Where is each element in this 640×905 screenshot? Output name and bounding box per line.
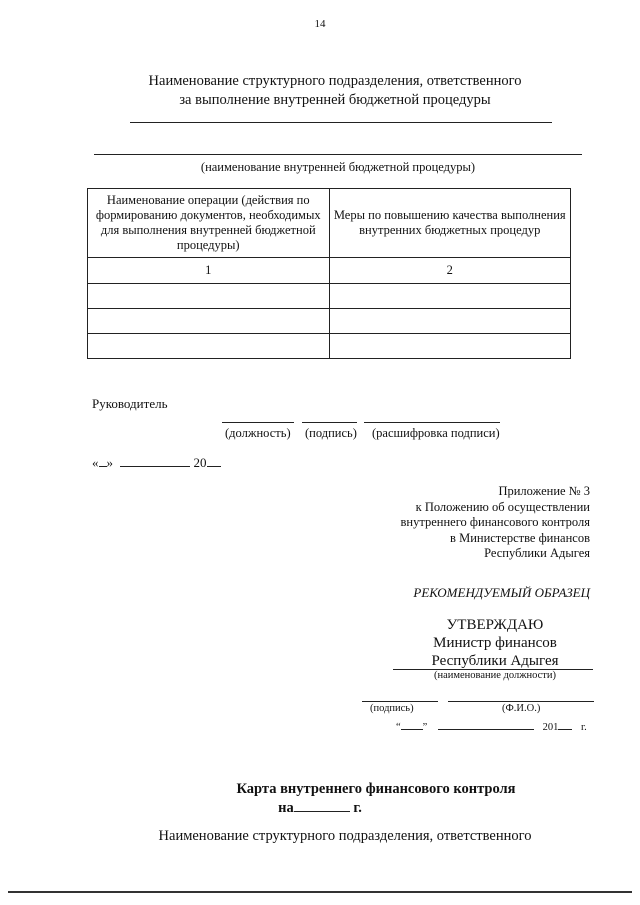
approval-block [390, 616, 600, 670]
approve-word: УТВЕРЖДАЮ [446, 617, 544, 633]
map-date-suffix: г. [353, 800, 362, 816]
map-date-blank [294, 811, 350, 812]
position-caption: (должность) [225, 426, 291, 440]
approval-year-prefix: 201 [542, 722, 559, 733]
table-number-row [88, 258, 571, 284]
table-row [88, 309, 571, 334]
appendix-line4: в Министерстве финансов [450, 530, 590, 545]
table-cell [88, 334, 330, 359]
year-prefix: 20 [193, 455, 207, 470]
year-blank [207, 466, 221, 467]
table-cell [329, 284, 571, 309]
appendix-line2: к Положению об осуществлении [415, 499, 590, 514]
approval-quote-close: ” [422, 722, 428, 733]
month-blank [120, 466, 190, 467]
appendix-line1: Приложение № 3 [498, 484, 590, 498]
table-header-row [88, 189, 571, 258]
section-heading-line2: за выполнение внутренней бюджетной процедуры [179, 92, 491, 108]
col2-header: Меры по повышению качества выполнения внутренних бюджетных процедур [329, 189, 571, 258]
table-cell [329, 309, 571, 334]
approval-signature-line [362, 701, 438, 702]
table-row [88, 334, 571, 359]
map-title: Карта внутреннего финансового контроля [236, 781, 516, 797]
section2-heading: Наименование структурного подразделения, ответственного [158, 828, 532, 844]
page-bottom-edge [8, 891, 632, 893]
table-cell [329, 334, 571, 359]
day-blank [99, 466, 107, 467]
approval-month-blank [438, 729, 534, 730]
appendix-line3: внутреннего финансового контроля [400, 515, 590, 529]
sample-label: РЕКОМЕНДУЕМЫЙ ОБРАЗЕЦ [413, 585, 590, 600]
section-heading-line1: Наименование структурного подразделения, ответственного [148, 73, 522, 89]
col1-header: Наименование операции (действия по формированию документов, необходимых для выполнения внутренней бюджетной процедуры) [88, 189, 330, 258]
procedure-caption: (наименование внутренней бюджетной процедуры) [200, 160, 476, 174]
appendix-block [290, 484, 590, 562]
approval-position-caption: (наименование должности) [433, 670, 557, 681]
approval-position-line1: Министр финансов [433, 635, 557, 651]
table-cell [88, 309, 330, 334]
approval-signature-caption: (подпись) [370, 703, 414, 714]
approval-year-blank [558, 729, 572, 730]
date-close-quote: » [106, 455, 113, 470]
decipher-blank-line [364, 422, 500, 423]
approval-name-line [448, 701, 594, 702]
table-row [88, 284, 571, 309]
section-heading [95, 72, 575, 110]
head-label: Руководитель [92, 396, 168, 411]
signature-date [92, 455, 221, 471]
operations-table [87, 188, 571, 359]
date-open-quote: « [92, 455, 99, 470]
decipher-caption: (расшифровка подписи) [372, 426, 500, 440]
col1-number: 1 [88, 258, 330, 284]
procedure-blank-line [94, 154, 582, 155]
col2-number: 2 [329, 258, 571, 284]
approval-name-caption: (Ф.И.О.) [502, 703, 541, 714]
map-date [0, 800, 640, 817]
position-blank-line [222, 422, 294, 423]
approval-date [396, 722, 587, 733]
appendix-line5: Республики Адыгея [484, 546, 590, 560]
approval-quote-open: “ [396, 722, 401, 733]
approval-position-line2: Республики Адыгея [431, 653, 559, 669]
page-number: 14 [314, 18, 326, 30]
table-cell [88, 284, 330, 309]
approval-day-blank [401, 729, 423, 730]
signature-caption: (подпись) [305, 426, 357, 440]
approval-year-suffix: г. [580, 722, 587, 733]
map-date-prefix: на [278, 800, 294, 816]
signature-blank-line [302, 422, 357, 423]
department-blank-line [130, 122, 552, 123]
